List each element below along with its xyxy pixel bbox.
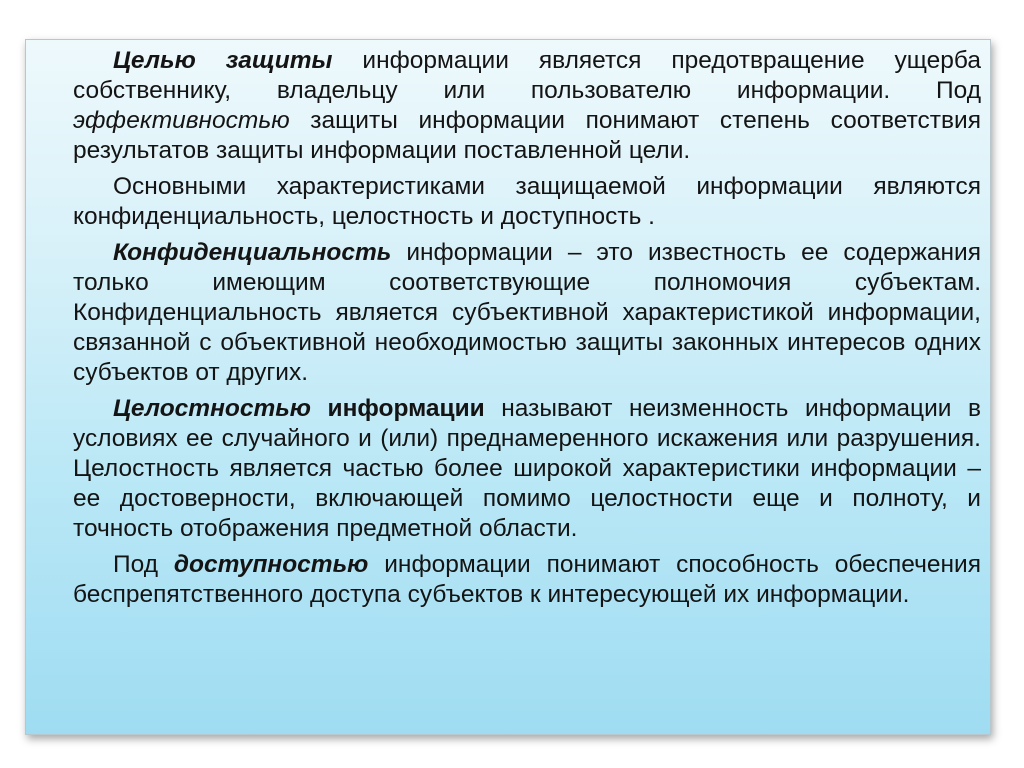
text-run: информации понимают способность обеспечения беспрепятственного доступа субъектов к интересующей их информации. [73, 551, 981, 608]
text-run: Под [113, 551, 174, 578]
paragraph-integrity [73, 394, 981, 544]
slide-card [25, 39, 991, 735]
term-information: информации [327, 395, 485, 422]
text-run [311, 395, 328, 422]
text-run: информации является предотвращение ущерба собственнику, владельцу или пользователю информации. Под [73, 47, 982, 104]
paragraph-availability [73, 550, 981, 610]
text-run: информации – это известность ее содержания только имеющим соответствующие полномочия субъектам. Конфиденциальность является субъективной характеристикой информации, связанной с объективной необходимостью защиты законных интересов одних субъектов от других. [73, 239, 981, 386]
text-run: Основными характеристиками защищаемой информации являются конфиденциальность, целостность и доступность . [73, 173, 981, 230]
term-confidentiality: Конфиденциальность [113, 239, 392, 266]
paragraph-protection-goal [73, 46, 981, 166]
term-protection-goal: Целью защиты [113, 47, 333, 74]
term-availability: доступностью [173, 551, 369, 578]
text-body [73, 46, 981, 616]
paragraph-characteristics [73, 172, 981, 232]
paragraph-confidentiality [73, 238, 981, 388]
term-effectiveness: эффективностью [73, 107, 290, 134]
text-run: защиты информации понимают степень соответствия результатов защиты информации поставленной цели. [73, 107, 981, 164]
text-run: называют неизменность информации в условиях ее случайного и (или) преднамеренного искажения или разрушения. Целостность является частью более широкой характеристики информации – ее достоверности, включающей помимо целостности еще и полноту, и точность отображения предметной области. [73, 395, 982, 542]
term-integrity: Целостностью [113, 395, 311, 422]
